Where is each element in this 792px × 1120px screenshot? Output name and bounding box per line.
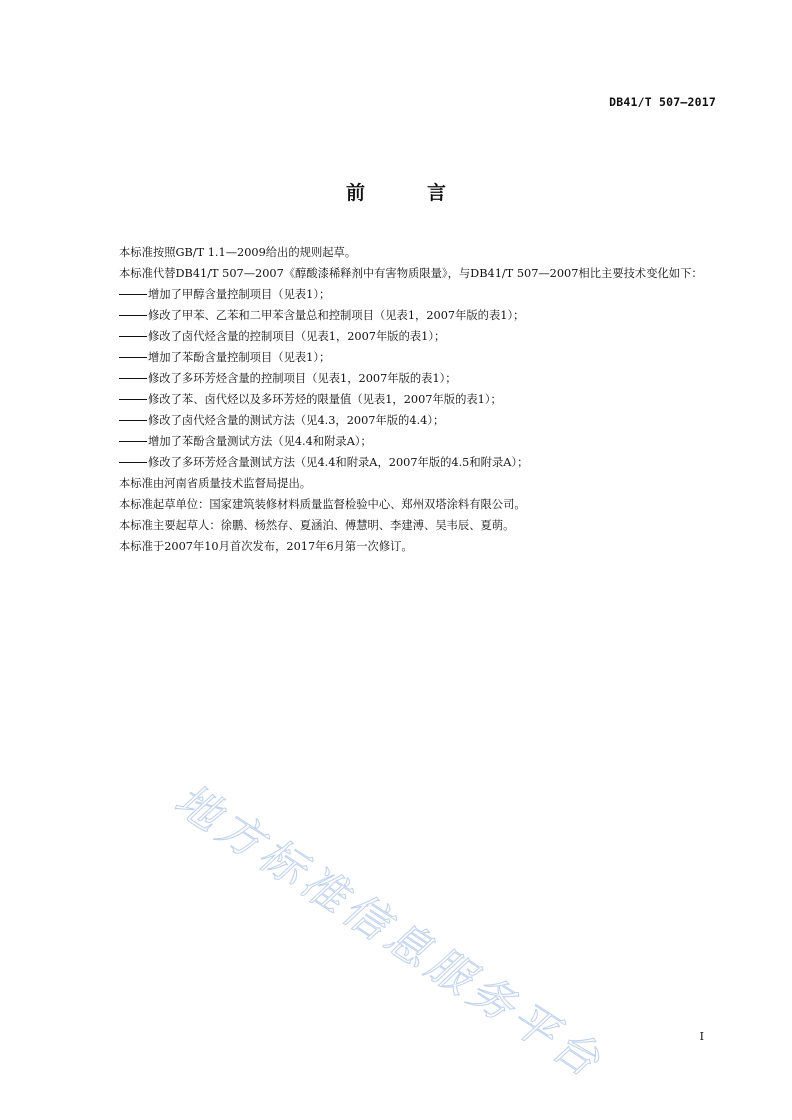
dash-marker (119, 441, 147, 442)
list-item: 增加了苯酚含量测试方法（见4.4和附录A）； (96, 431, 718, 452)
paragraph-drafters: 本标准主要起草人：徐鹏、杨然存、夏涵泊、傅慧明、李建溥、吴韦辰、夏萌。 (119, 519, 515, 532)
paragraph-drafting-rule: 本标准按照GB/T 1.1—2009给出的规则起草。 (119, 246, 357, 259)
paragraph-replacement: 本标准代替DB41/T 507—2007《醇酸漆稀释剂中有害物质限量》，与DB41/T 507—2007相比主要技术变化如下： (119, 267, 703, 280)
foreword-body (96, 242, 718, 557)
dash-marker (119, 420, 147, 421)
dash-marker (119, 357, 147, 358)
dash-marker (119, 294, 147, 295)
list-item: 修改了多环芳烃含量的控制项目（见表1，2007年版的表1）； (96, 368, 718, 389)
list-item: 增加了苯酚含量控制项目（见表1）； (96, 347, 718, 368)
dash-marker (119, 378, 147, 379)
list-item: 修改了甲苯、乙苯和二甲苯含量总和控制项目（见表1，2007年版的表1）； (96, 305, 718, 326)
page-number: I (699, 1030, 704, 1043)
document-code: DB41/T 507—2017 (609, 95, 716, 109)
paragraph-proposer: 本标准由河南省质量技术监督局提出。 (119, 477, 312, 490)
change-list (96, 284, 718, 473)
list-item: 修改了卤代烃含量的控制项目（见表1，2007年版的表1）； (96, 326, 718, 347)
list-item: 增加了甲醇含量控制项目（见表1）； (96, 284, 718, 305)
dash-marker (119, 462, 147, 463)
list-item: 修改了苯、卤代烃以及多环芳烃的限量值（见表1，2007年版的表1）； (96, 389, 718, 410)
paragraph-drafting-units: 本标准起草单位：国家建筑装修材料质量监督检验中心、郑州双塔涂料有限公司。 (119, 498, 526, 511)
dash-marker (119, 336, 147, 337)
list-item: 修改了多环芳烃含量测试方法（见4.4和附录A，2007年版的4.5和附录A）； (96, 452, 718, 473)
dash-marker (119, 315, 147, 316)
paragraph-release-history: 本标准于2007年10月首次发布，2017年6月第一次修订。 (119, 540, 413, 553)
page-title: 前言 (345, 182, 508, 204)
dash-marker (119, 399, 147, 400)
watermark: 地方标准信息服务平台 (165, 774, 613, 1090)
list-item: 修改了卤代烃含量的测试方法（见4.3，2007年版的4.4）； (96, 410, 718, 431)
